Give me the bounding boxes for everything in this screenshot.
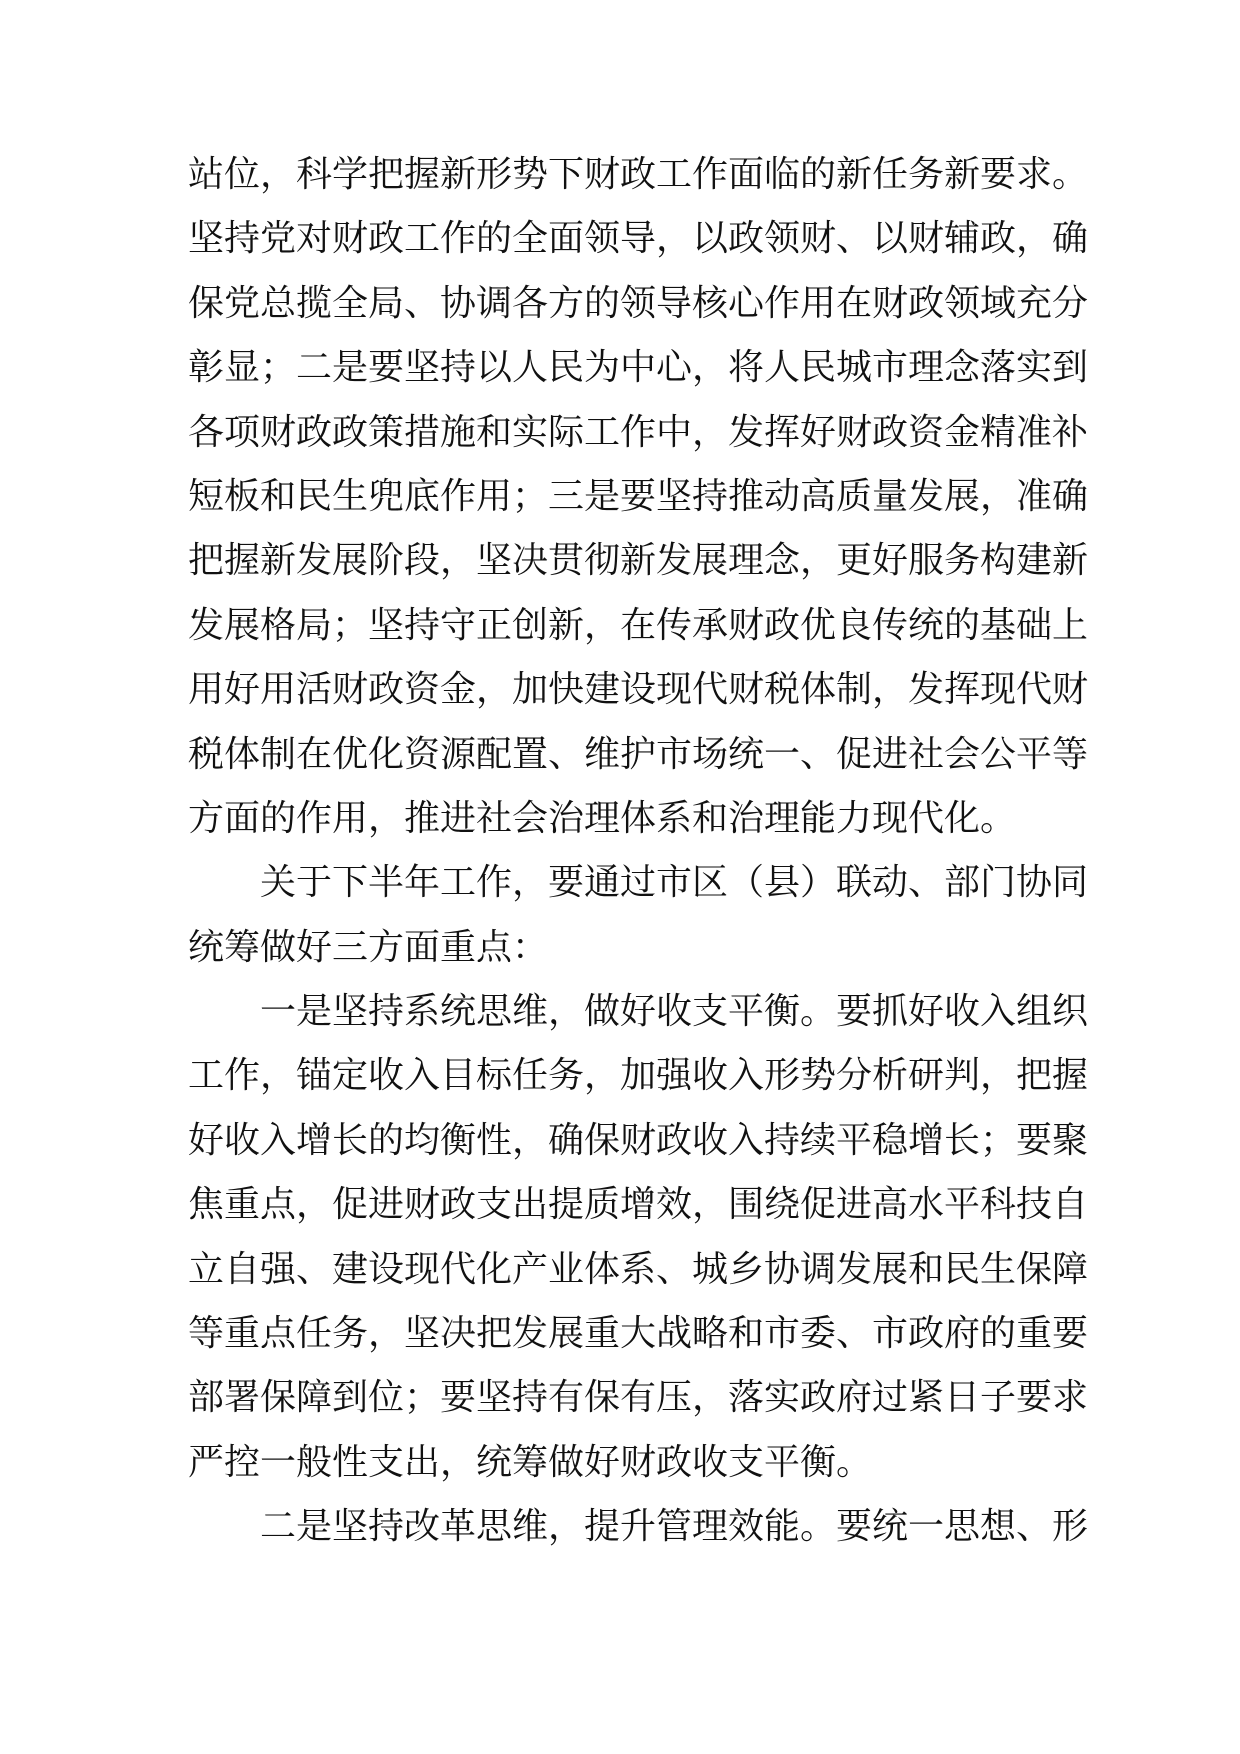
text-line: 立自强、建设现代化产业体系、城乡协调发展和民生保障: [188, 1248, 1089, 1290]
text-line: 等重点任务，坚决把发展重大战略和市委、市政府的重要: [188, 1313, 1089, 1355]
text-line: 严控一般性支出，统筹做好财政收支平衡。: [188, 1441, 873, 1483]
text-line: 焦重点，促进财政支出提质增效，围绕促进高水平科技自: [188, 1184, 1089, 1226]
text-line: 部署保障到位；要坚持有保有压，落实政府过紧日子要求: [188, 1377, 1089, 1419]
text-line: 关于下半年工作，要通过市区（县）联动、部门协同: [260, 862, 1089, 904]
text-line: 好收入增长的均衡性，确保财政收入持续平稳增长；要聚: [188, 1119, 1089, 1161]
text-line: 把握新发展阶段，坚决贯彻新发展理念，更好服务构建新: [188, 540, 1089, 582]
text-line: 坚持党对财政工作的全面领导，以政领财、以财辅政，确: [188, 218, 1089, 260]
text-line: 保党总揽全局、协调各方的领导核心作用在财政领域充分: [188, 282, 1089, 324]
text-line: 工作，锚定收入目标任务，加强收入形势分析研判，把握: [188, 1055, 1089, 1097]
text-line: 二是坚持改革思维，提升管理效能。要统一思想、形: [260, 1506, 1089, 1548]
text-line: 各项财政政策措施和实际工作中，发挥好财政资金精准补: [188, 411, 1089, 453]
text-line: 用好用活财政资金，加快建设现代财税体制，发挥现代财: [188, 669, 1089, 711]
text-line: 发展格局；坚持守正创新，在传承财政优良传统的基础上: [188, 604, 1089, 646]
text-line: 方面的作用，推进社会治理体系和治理能力现代化。: [188, 797, 1017, 839]
text-line: 统筹做好三方面重点：: [188, 926, 549, 968]
text-line: 短板和民生兜底作用；三是要坚持推动高质量发展，准确: [188, 475, 1089, 517]
text-line: 一是坚持系统思维，做好收支平衡。要抓好收入组织: [260, 991, 1089, 1033]
text-line: 站位，科学把握新形势下财政工作面临的新任务新要求。: [188, 154, 1089, 195]
text-line: 彰显；二是要坚持以人民为中心，将人民城市理念落实到: [188, 347, 1089, 389]
body-text: [188, 143, 1089, 1560]
text-line: 税体制在优化资源配置、维护市场统一、促进社会公平等: [188, 733, 1089, 775]
